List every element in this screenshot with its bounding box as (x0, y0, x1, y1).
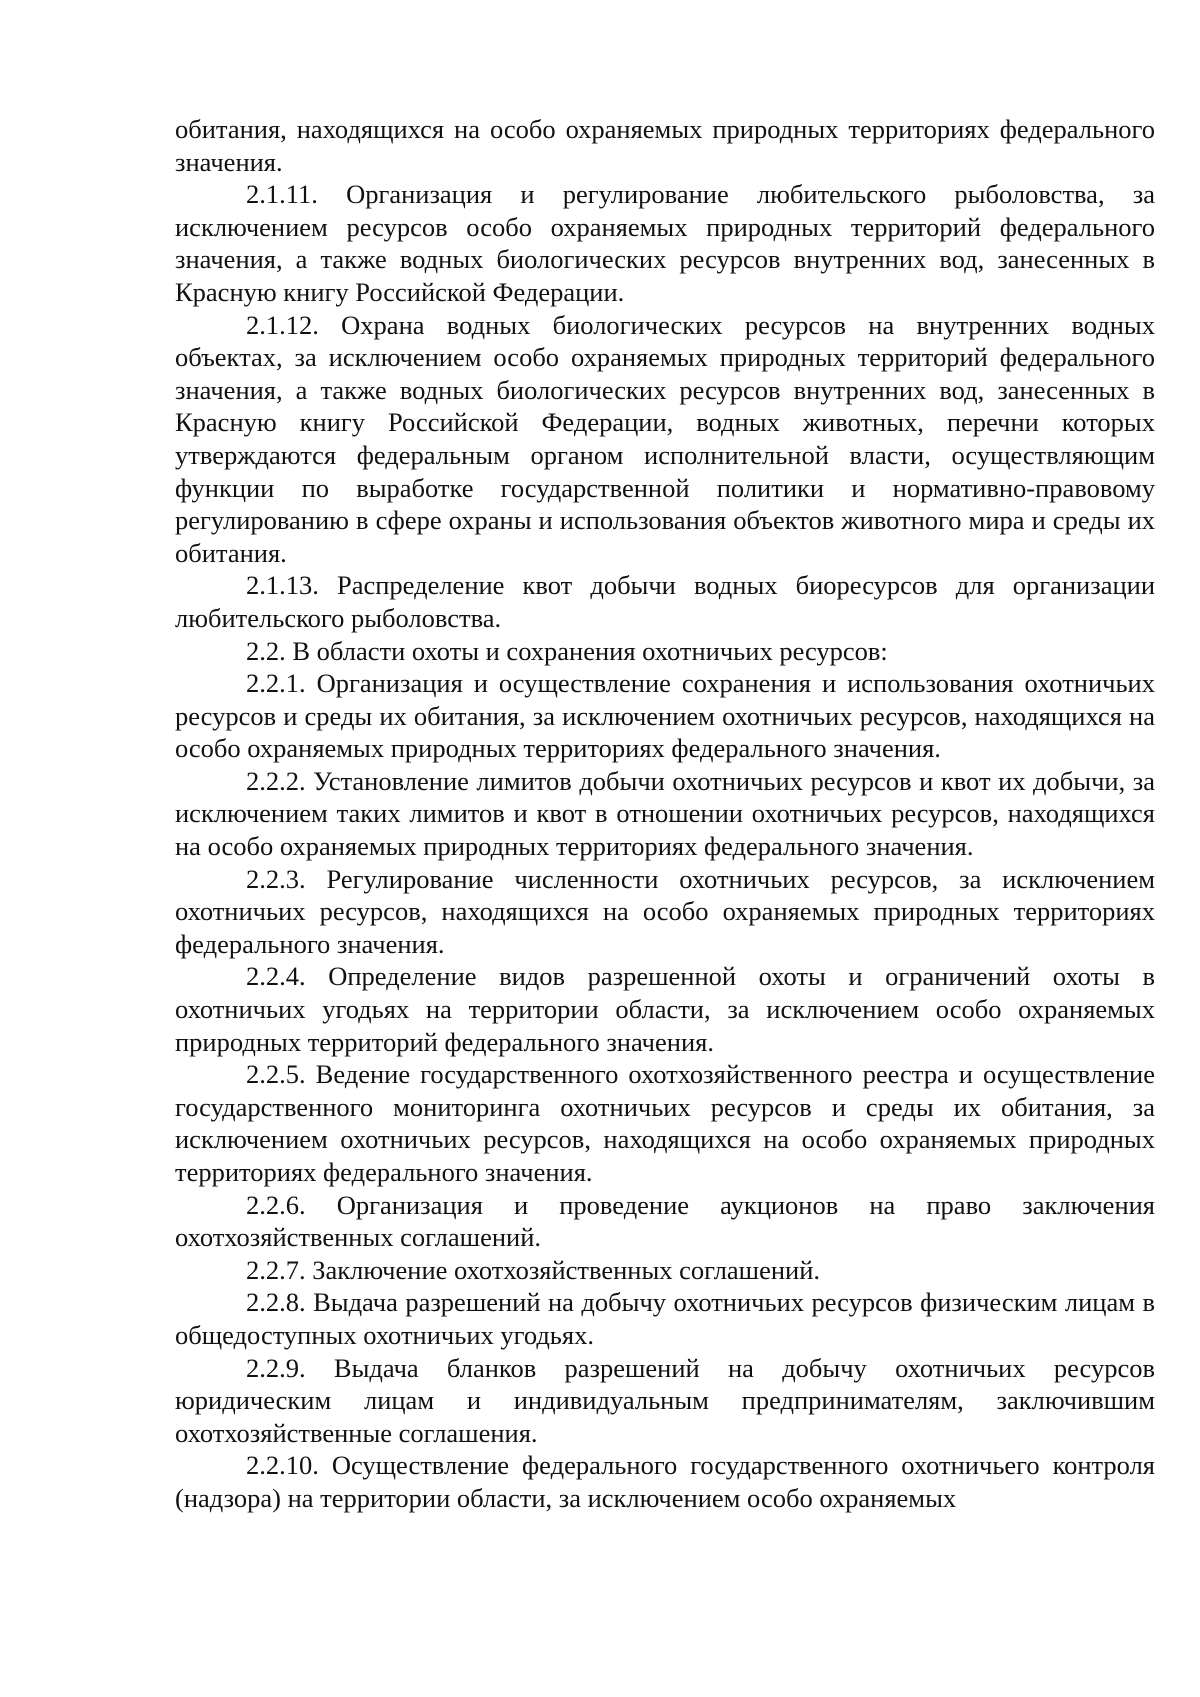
paragraph-2-2-2: 2.2.2. Установление лимитов добычи охотничьих ресурсов и квот их добычи, за исключением таких лимитов и квот в отношении охотничьих ресурсов, находящихся на особо охраняемых природных территориях федерального значения. (175, 765, 1155, 862)
paragraph-2-2-9: 2.2.9. Выдача бланков разрешений на добычу охотничьих ресурсов юридическим лицам и индивидуальным предпринимателям, заключившим охотхозяйственные соглашения. (175, 1352, 1155, 1448)
paragraph-2-2-1: 2.2.1. Организация и осуществление сохранения и использования охотничьих ресурсов и среды их обитания, за исключением охотничьих ресурсов, находящихся на особо охраняемых природных территориях федерального значения. (175, 668, 1155, 764)
paragraph-2-1-12: 2.1.12. Охрана водных биологических ресурсов на внутренних водных объектах, за исключением особо охраняемых природных территорий федерального значения, а также водных биологических ресурсов внутренних вод, занесенных в Красную книгу Российской Федерации, водных животных, перечни которых утверждаются федеральным органом исполнительной власти, осуществляющим функции по выработке государственной политики и нормативно-правовому регулированию в сфере охраны и использования объектов животного мира и среды их обитания. (175, 309, 1155, 568)
paragraph-2-2-5: 2.2.5. Ведение государственного охотхозяйственного реестра и осуществление государственного мониторинга охотничьих ресурсов и среды их обитания, за исключением охотничьих ресурсов, находящихся на особо охраняемых природных территориях федерального значения. (175, 1059, 1155, 1187)
paragraph-2-2: 2.2. В области охоты и сохранения охотничьих ресурсов: (246, 635, 888, 666)
paragraph-2-2-10: 2.2.10. Осуществление федерального государственного охотничьего контроля (надзора) на территории области, за исключением особо охраняемых (175, 1450, 1155, 1513)
paragraph-2-1-13: 2.1.13. Распределение квот добычи водных биоресурсов для организации любительского рыболовства. (175, 570, 1155, 633)
document-body (175, 113, 1155, 1515)
paragraph-2-2-8: 2.2.8. Выдача разрешений на добычу охотничьих ресурсов физическим лицам в общедоступных охотничьих угодьях. (175, 1287, 1155, 1350)
paragraph-2-1-11: 2.1.11. Организация и регулирование любительского рыболовства, за исключением ресурсов особо охраняемых природных территорий федерального значения, а также водных биологических ресурсов внутренних вод, занесенных в Красную книгу Российской Федерации. (175, 179, 1155, 307)
paragraph-continuation: обитания, находящихся на особо охраняемых природных территориях федерального значения. (175, 114, 1155, 177)
paragraph-2-2-6: 2.2.6. Организация и проведение аукционов на право заключения охотхозяйственных соглашений. (175, 1189, 1155, 1253)
paragraph-2-2-3: 2.2.3. Регулирование численности охотничьих ресурсов, за исключением охотничьих ресурсов, находящихся на особо охраняемых природных территориях федерального значения. (175, 863, 1155, 959)
paragraph-2-2-4: 2.2.4. Определение видов разрешенной охоты и ограничений охоты в охотничьих угодьях на территории области, за исключением особо охраняемых природных территорий федерального значения. (175, 961, 1155, 1057)
paragraph-2-2-7: 2.2.7. Заключение охотхозяйственных соглашений. (246, 1254, 821, 1285)
